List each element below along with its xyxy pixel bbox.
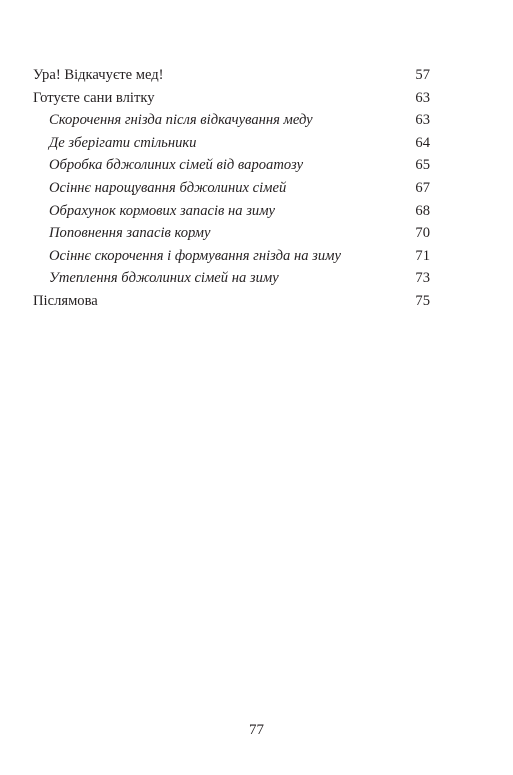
toc-subentry-title: Утеплення бджолиних сімей на зиму [49, 270, 279, 287]
toc-entry[interactable] [33, 290, 430, 313]
toc-entry-title: Ура! Відкачуєте мед! [33, 67, 164, 83]
toc-subentry-page: 65 [415, 157, 430, 174]
toc-entry-title: Готуєте сани влітку [33, 89, 155, 106]
toc-entry-page: 57 [415, 67, 430, 83]
toc-subentry-title: Де зберігати стільники [49, 134, 197, 151]
toc-subentry-title: Осіннє нарощування бджолиних сімей [49, 179, 287, 196]
toc-subentry-page: 71 [415, 247, 430, 264]
toc-subentry-title: Обрахунок кормових запасів на зиму [49, 202, 276, 219]
page-number: 77 [249, 722, 264, 738]
toc-entry-page: 63 [415, 89, 430, 106]
toc-subentry-page: 70 [415, 225, 430, 242]
toc-subentry[interactable] [33, 200, 430, 223]
toc-entry-title: Післямова [33, 292, 98, 309]
toc-subentry[interactable] [33, 177, 430, 200]
toc-subentry-title: Скорочення гнізда після відкачування меду [49, 112, 313, 129]
toc-subentry-title: Обробка бджолиних сімей від вароатозу [49, 157, 304, 174]
toc-subentry-page: 64 [415, 134, 430, 151]
toc-subentry-page: 67 [415, 179, 430, 196]
toc-subentry[interactable] [33, 109, 430, 132]
toc-subentry-page: 63 [415, 112, 430, 129]
toc-subentry-title: Поповнення запасів корму [49, 225, 211, 242]
toc-subentry-page: 73 [415, 270, 430, 287]
toc-subentry[interactable] [33, 245, 430, 268]
toc-subentry-page: 68 [415, 202, 430, 219]
toc-entry-page: 75 [415, 292, 430, 309]
toc-entry[interactable] [33, 87, 430, 110]
table-of-contents [33, 64, 430, 313]
toc-entry[interactable] [33, 64, 430, 87]
toc-subentry[interactable] [33, 222, 430, 245]
toc-subentry-title: Осіннє скорочення і формування гнізда на зиму [49, 247, 341, 264]
toc-subentry[interactable] [33, 132, 430, 155]
toc-subentry[interactable] [33, 267, 430, 290]
toc-subentry[interactable] [33, 154, 430, 177]
